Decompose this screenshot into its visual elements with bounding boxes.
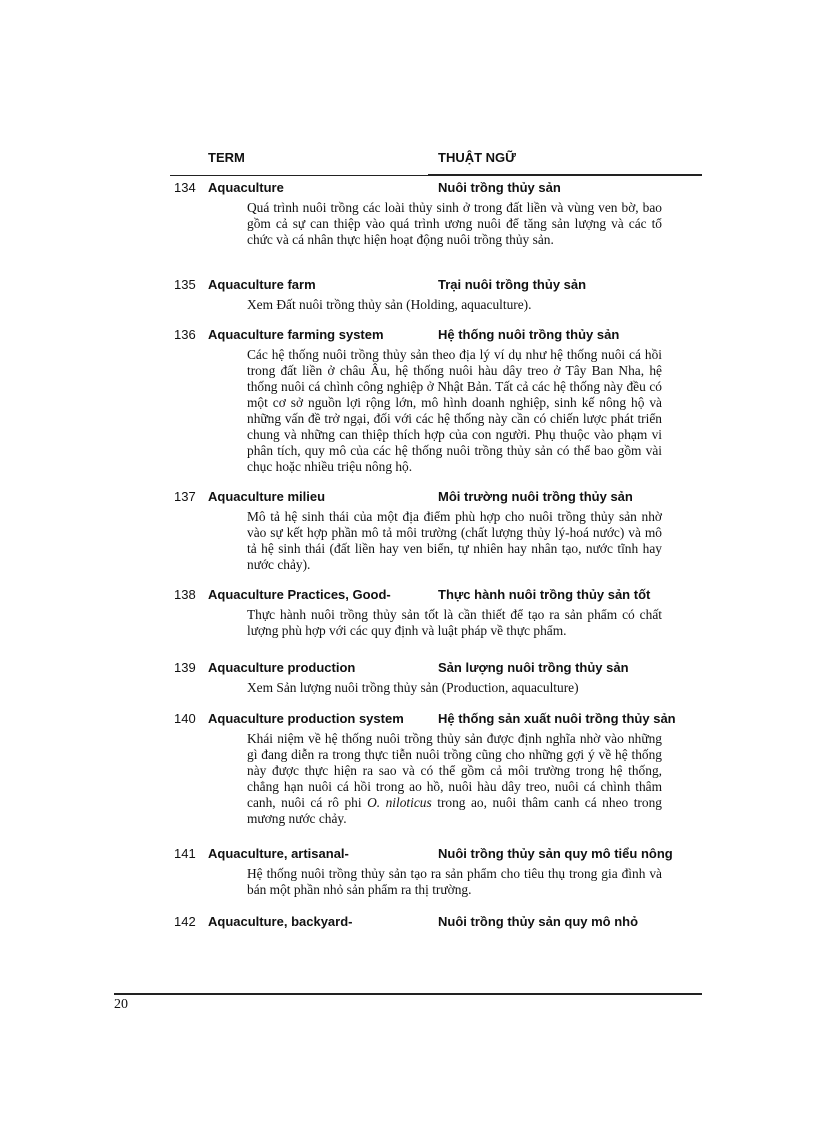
header-rule-right [428,174,702,176]
entry-definition: Xem Đất nuôi trồng thủy sản (Holding, aquaculture). [247,297,532,312]
glossary-entry-142 [0,914,816,932]
entry-term: Aquaculture farm [208,277,316,292]
column-header-term: TERM [208,150,245,165]
entry-vietnamese-term: Hệ thống sản xuất nuôi trồng thủy sản [438,711,676,726]
glossary-entry-135 [0,277,816,313]
glossary-entry-139 [0,660,816,696]
species-name: O. niloticus [367,795,432,810]
entry-number: 138 [174,587,196,602]
entry-term: Aquaculture [208,180,284,195]
entry-term: Aquaculture production [208,660,356,675]
entry-term: Aquaculture production system [208,711,404,726]
entry-vietnamese-term: Môi trường nuôi trồng thủy sản [438,489,633,504]
entry-term: Aquaculture farming system [208,327,384,342]
entry-definition: Thực hành nuôi trồng thủy sản tốt là cần thiết để tạo ra sản phẩm có chất lượng phù hợp với các quy định và luật pháp về thực phẩm. [247,607,662,638]
entry-vietnamese-term: Nuôi trồng thủy sản [438,180,561,195]
entry-number: 140 [174,711,196,726]
entry-vietnamese-term: Hệ thống nuôi trồng thủy sản [438,327,620,342]
entry-term: Aquaculture Practices, Good- [208,587,391,602]
footer-rule [114,993,702,995]
entry-number: 141 [174,846,196,861]
glossary-entry-137 [0,489,816,573]
glossary-entry-136 [0,327,816,475]
column-header-thuat-ngu: THUẬT NGỮ [438,150,516,165]
entry-term: Aquaculture, backyard- [208,914,353,929]
glossary-entry-134 [0,180,816,248]
page-number: 20 [114,997,128,1012]
entry-vietnamese-term: Trại nuôi trồng thủy sản [438,277,587,292]
entry-vietnamese-term: Nuôi trồng thủy sản quy mô tiểu nông [438,846,673,861]
entry-vietnamese-term: Nuôi trồng thủy sản quy mô nhỏ [438,914,639,929]
entry-number: 134 [174,180,196,195]
header-rule-left [170,175,428,176]
entry-definition: Quá trình nuôi trồng các loài thủy sinh ở trong đất liền và vùng ven bờ, bao gồm cả sự can thiệp vào quá trình ương nuôi để tăng sản lượng và các tổ chức và cá nhân thực hiện hoạt động nuôi trồng thủy sản. [247,200,662,247]
entry-definition: Hệ thống nuôi trồng thủy sản tạo ra sản phẩm cho tiêu thụ trong gia đình và bán một phần nhỏ sản phẩm ra thị trường. [247,866,662,897]
entry-definition: Các hệ thống nuôi trồng thủy sản theo địa lý ví dụ như hệ thống nuôi cá hồi trong đất liền ở châu Âu, hệ thống nuôi hàu dây treo ở Tây Ban Nha, hệ thống nuôi cá chình công nghiệp ở Nhật Bản. Tất cả các hệ thống này đều có một cơ sở nguồn lợi rộng lớn, mô hình doanh nghiệp, sinh kế nông hộ và những vấn đề trở ngại, đối với các hệ thống này cần có chiến lược phát triển chung và những can thiệp thích hợp của con người. Phụ thuộc vào phạm vi phân tích, quy mô của các hệ thống nuôi trồng thủy sản có thể bao gồm vài chục hoặc nhiều triệu nông hộ. [247,347,662,474]
entry-number: 139 [174,660,196,675]
glossary-entry-138 [0,587,816,639]
entry-definition [247,731,662,827]
definition-text: trong ao, nuôi thâm canh cá nheo trong mương nước chảy. [247,795,662,826]
glossary-entry-140 [0,711,816,827]
entry-vietnamese-term: Sản lượng nuôi trồng thủy sản [438,660,629,675]
entry-number: 137 [174,489,196,504]
entry-term: Aquaculture milieu [208,489,326,504]
entry-term: Aquaculture, artisanal- [208,846,349,861]
entry-vietnamese-term: Thực hành nuôi trồng thủy sản tốt [438,587,651,602]
entry-definition: Mô tả hệ sinh thái của một địa điểm phù hợp cho nuôi trồng thủy sản nhờ vào sự kết hợp phần mô tả môi trường (chất lượng thủy lý-hoá nước) và mô tả hệ sinh thái (đất liền hay ven biển, tự nhiên hay nhân tạo, nước tĩnh hay nước chảy). [247,509,662,572]
entry-definition: Xem Sản lượng nuôi trồng thủy sản (Production, aquaculture) [247,680,579,695]
entry-number: 142 [174,914,196,929]
definition-text: Khái niệm về hệ thống nuôi trồng thủy sản được định nghĩa nhờ vào những gì đang diễn ra trong thực tiễn nuôi trồng cũng cho những gợi ý về hệ thống này được thực hiện ra sao và có thể gồm cả môi trường trong hệ thống, chẳng hạn nuôi cá hồi trong ao hồ, nuôi hàu dây treo, nuôi cá chình thâm canh, nuôi cá rô phi [247,731,662,810]
glossary-entry-141 [0,846,816,898]
entry-number: 135 [174,277,196,292]
entry-number: 136 [174,327,196,342]
